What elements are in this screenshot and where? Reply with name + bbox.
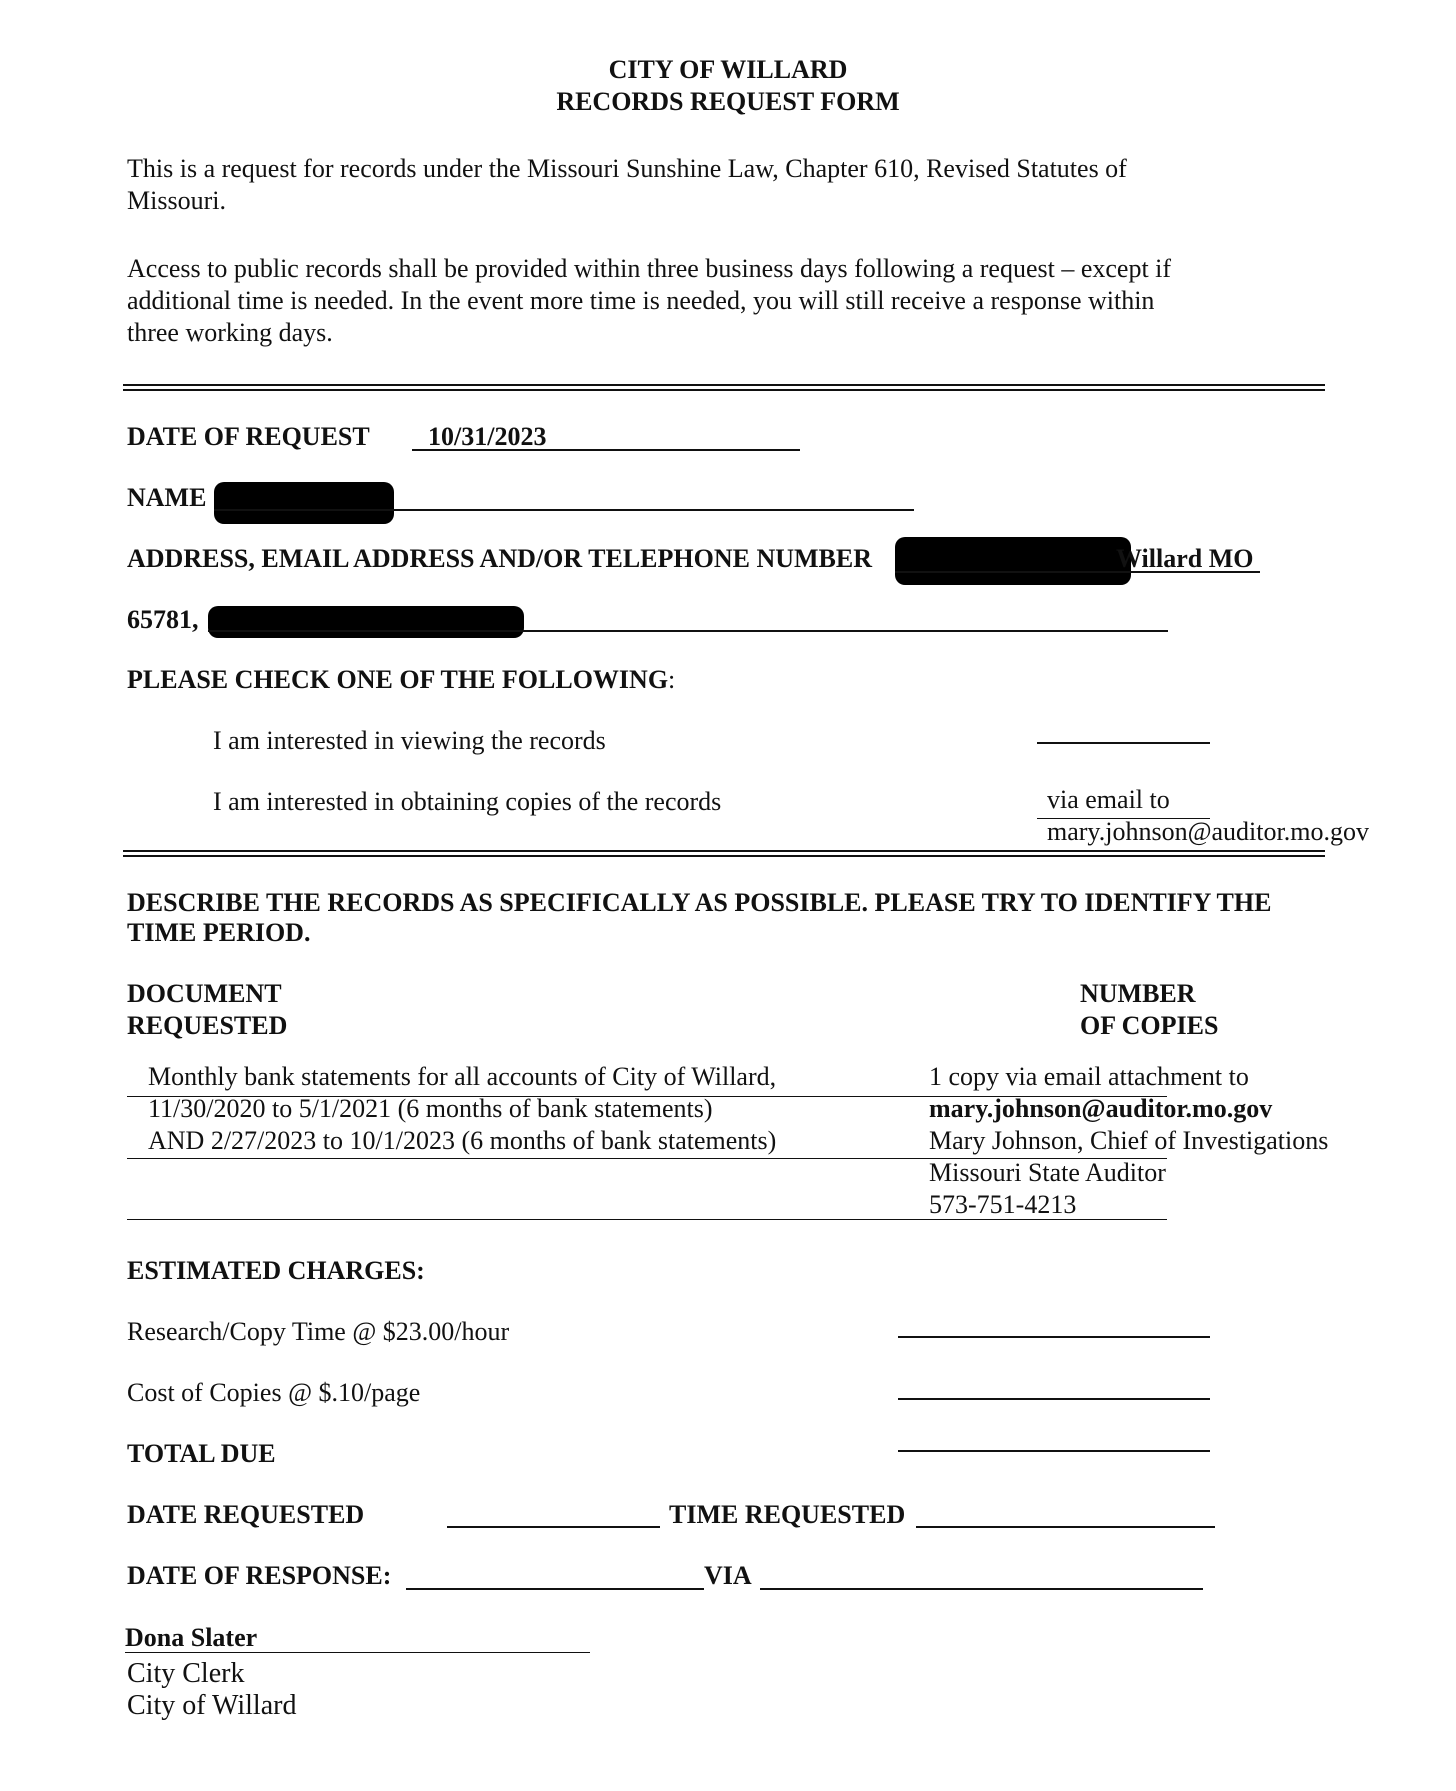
via-label: VIA xyxy=(704,1561,752,1590)
date-of-request-value[interactable]: 10/31/2023 xyxy=(428,422,547,451)
col-copies-line1: NUMBER xyxy=(1080,979,1196,1008)
column-header-document xyxy=(127,978,287,1042)
copies-line-2: mary.johnson@auditor.mo.gov xyxy=(929,1094,1273,1123)
copy-cost-label: Cost of Copies @ $.10/page xyxy=(127,1378,421,1407)
col-copies-line2: OF COPIES xyxy=(1080,1011,1219,1040)
intro-p2-line1: Access to public records shall be provided within three business days following a request – except if xyxy=(127,254,1172,283)
charges-heading: ESTIMATED CHARGES: xyxy=(127,1256,425,1285)
check-heading xyxy=(127,664,675,696)
describe-line2: TIME PERIOD. xyxy=(127,918,311,947)
signature-name: Dona Slater xyxy=(125,1623,258,1652)
date-of-response-line[interactable] xyxy=(406,1588,704,1590)
address-redaction xyxy=(895,537,1131,585)
address-city-text: Willard MO xyxy=(1116,544,1254,573)
section-divider-middle xyxy=(123,850,1325,857)
check-heading-text: PLEASE CHECK ONE OF THE FOLLOWING xyxy=(127,665,669,694)
intro-p1-line2: Missouri. xyxy=(127,186,226,215)
option-view-checkline[interactable] xyxy=(1037,742,1210,744)
option-copies-answer-line1[interactable]: via email to xyxy=(1047,785,1170,814)
via-line[interactable] xyxy=(760,1588,1203,1590)
section-divider-top xyxy=(123,384,1325,391)
document-line-1: Monthly bank statements for all accounts of City of Willard, xyxy=(148,1062,777,1091)
address-line xyxy=(895,571,1260,573)
address-line2 xyxy=(208,630,1168,632)
describe-instruction xyxy=(127,888,1271,948)
address-label: ADDRESS, EMAIL ADDRESS AND/OR TELEPHONE NUMBER xyxy=(127,544,872,573)
title-line-2: RECORDS REQUEST FORM xyxy=(556,87,900,116)
signature-org: City of Willard xyxy=(127,1690,297,1721)
form-title xyxy=(0,54,1456,118)
address-zip-text: 65781, xyxy=(127,605,199,634)
research-time-line[interactable] xyxy=(898,1336,1210,1338)
intro-p1-line1: This is a request for records under the Missouri Sunshine Law, Chapter 610, Revised Statutes of xyxy=(127,154,1127,183)
number-of-copies-text[interactable] xyxy=(929,1061,1328,1221)
total-due-line[interactable] xyxy=(898,1450,1210,1452)
signature-line xyxy=(125,1652,590,1653)
name-line xyxy=(214,509,914,511)
describe-line1: DESCRIBE THE RECORDS AS SPECIFICALLY AS POSSIBLE. PLEASE TRY TO IDENTIFY THE xyxy=(127,888,1272,917)
date-of-request-line xyxy=(412,449,800,451)
total-due-label: TOTAL DUE xyxy=(127,1439,276,1468)
copies-line-1: 1 copy via email attachment to xyxy=(929,1062,1249,1091)
document-line-3: AND 2/27/2023 to 10/1/2023 (6 months of bank statements) xyxy=(148,1126,777,1155)
name-redaction xyxy=(214,482,394,524)
signature-title: City Clerk xyxy=(127,1658,245,1689)
title-line-1: CITY OF WILLARD xyxy=(608,55,848,84)
intro-paragraph-2 xyxy=(127,253,1171,349)
time-requested-line[interactable] xyxy=(916,1526,1215,1528)
col-doc-line1: DOCUMENT xyxy=(127,979,282,1008)
option-copies-answer-line2[interactable]: mary.johnson@auditor.mo.gov xyxy=(1047,817,1369,846)
copies-line-3: Mary Johnson, Chief of Investigations xyxy=(929,1126,1329,1155)
date-of-response-label: DATE OF RESPONSE: xyxy=(127,1561,392,1590)
date-requested-label: DATE REQUESTED xyxy=(127,1500,365,1529)
check-heading-colon: : xyxy=(668,665,676,694)
option-copies-label: I am interested in obtaining copies of the records xyxy=(213,787,722,816)
intro-p2-line2: additional time is needed. In the event more time is needed, you will still receive a response within xyxy=(127,286,1155,315)
document-requested-text[interactable] xyxy=(148,1061,776,1157)
column-header-copies xyxy=(1080,978,1218,1042)
col-doc-line2: REQUESTED xyxy=(127,1011,288,1040)
name-label: NAME xyxy=(127,483,207,512)
address-line2-redaction xyxy=(208,606,524,638)
intro-p2-line3: three working days. xyxy=(127,318,333,347)
option-view-label: I am interested in viewing the records xyxy=(213,726,606,755)
intro-paragraph-1 xyxy=(127,153,1127,217)
time-requested-label: TIME REQUESTED xyxy=(669,1500,906,1529)
research-time-label: Research/Copy Time @ $23.00/hour xyxy=(127,1317,510,1346)
document-line-2: 11/30/2020 to 5/1/2021 (6 months of bank statements) xyxy=(148,1094,713,1123)
copy-cost-line[interactable] xyxy=(898,1398,1210,1400)
copies-line-5: 573-751-4213 xyxy=(929,1190,1077,1219)
date-of-request-label: DATE OF REQUEST xyxy=(127,422,370,451)
copies-line-4: Missouri State Auditor xyxy=(929,1158,1166,1187)
date-requested-line[interactable] xyxy=(447,1526,660,1528)
